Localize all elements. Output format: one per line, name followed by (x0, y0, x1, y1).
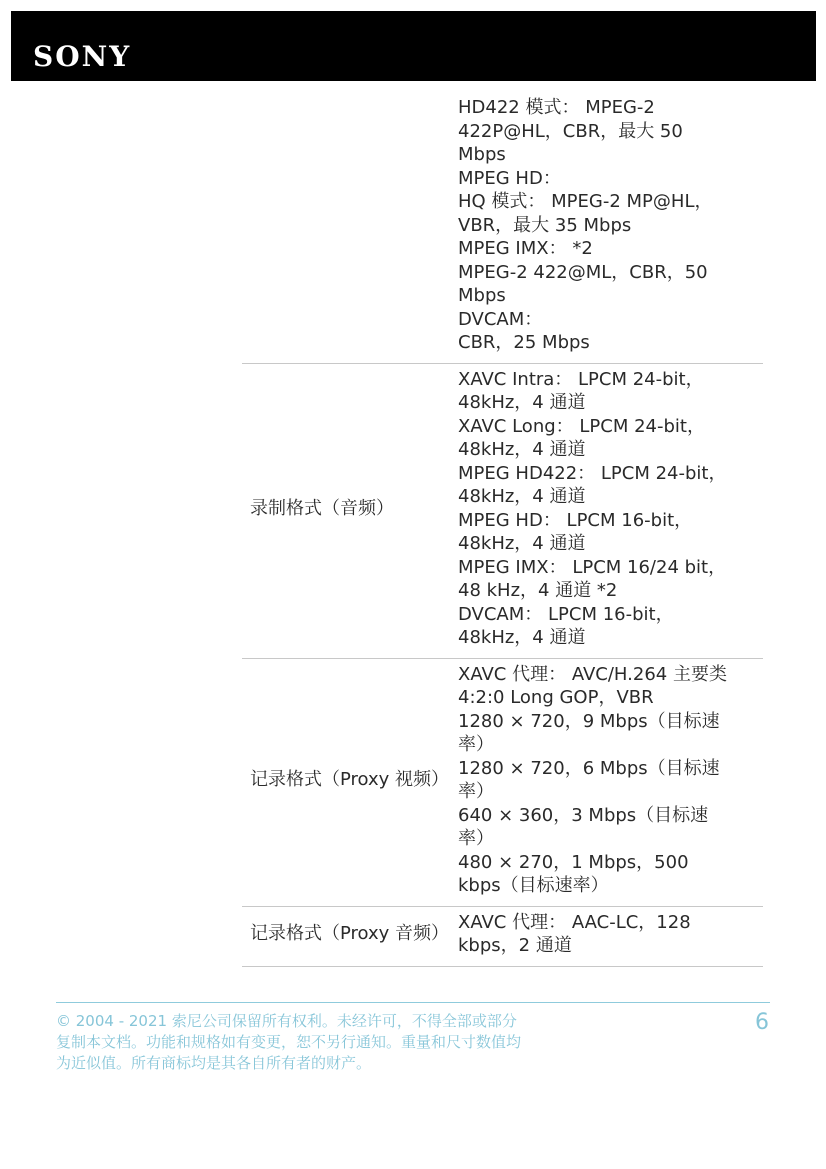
spec-label: 记录格式（Proxy 视频） (250, 769, 450, 791)
spec-value-line: 率） (458, 828, 494, 849)
footer-divider (56, 1002, 770, 1003)
copyright-line: 复制本文档。功能和规格如有变更，恕不另行通知。重量和尺寸数值均 (56, 1033, 522, 1051)
spec-value-line: 率） (458, 734, 494, 755)
spec-value-line: 48kHz，4 通道 (458, 627, 586, 648)
spec-label: 录制格式（音频） (250, 497, 394, 519)
spec-value-line: XAVC 代理： AVC/H.264 主要类 (458, 663, 727, 685)
spec-value-line: HD422 模式： MPEG-2 (458, 97, 655, 118)
copyright-notice (56, 1011, 586, 1074)
spec-value-line: Mbps (458, 285, 506, 306)
spec-value-line: MPEG IMX： *2 (458, 238, 593, 259)
spec-value-line: 422P@HL，CBR，最大 50 (458, 120, 683, 142)
spec-row-proxy-video-format (242, 659, 763, 907)
spec-value-line: 率） (458, 781, 494, 802)
spec-value-line: 48kHz，4 通道 (458, 486, 586, 507)
spec-value-line: 480 × 270，1 Mbps，500 (458, 851, 689, 873)
spec-value-line: XAVC 代理： AAC-LC，128 (458, 911, 691, 933)
spec-value-line: 1280 × 720，6 Mbps（目标速 (458, 757, 720, 779)
spec-value-line: DVCAM： (458, 308, 543, 330)
spec-value-line: kbps，2 通道 (458, 935, 572, 956)
brand-header (11, 11, 816, 81)
spec-value (458, 911, 763, 958)
spec-value-line: VBR，最大 35 Mbps (458, 214, 632, 236)
spec-value (458, 368, 763, 650)
sony-logo: SONY (33, 40, 132, 73)
spec-value-line: HQ 模式： MPEG-2 MP@HL， (458, 191, 713, 212)
spec-value (458, 96, 763, 355)
spec-value-line: Mbps (458, 144, 506, 165)
spec-value-line: kbps（目标速率） (458, 875, 609, 896)
spec-value-line: CBR，25 Mbps (458, 332, 590, 353)
spec-value-line: DVCAM： LPCM 16-bit， (458, 603, 674, 625)
spec-value-line: MPEG HD： LPCM 16-bit， (458, 509, 693, 531)
spec-value-line: 48kHz，4 通道 (458, 533, 586, 554)
spec-value-line: 4:2:0 Long GOP，VBR (458, 687, 654, 708)
page-number: 6 (755, 1010, 769, 1035)
spec-value-line: MPEG HD： (458, 167, 561, 189)
copyright-line: © 2004 - 2021 索尼公司保留所有权利。未经许可，不得全部或部分 (56, 1012, 517, 1030)
spec-row-audio-format (242, 364, 763, 659)
spec-value-line: MPEG HD422： LPCM 24-bit， (458, 462, 727, 484)
copyright-line: 为近似值。所有商标均是其各自所有者的财产。 (56, 1054, 372, 1072)
spec-value-line: 48kHz，4 通道 (458, 439, 586, 460)
spec-value-line: XAVC Intra： LPCM 24-bit， (458, 368, 704, 390)
spec-value (458, 663, 763, 898)
spec-table (242, 96, 763, 967)
spec-row-proxy-audio-format (242, 907, 763, 967)
spec-value-line: 48 kHz，4 通道 *2 (458, 580, 618, 601)
spec-label: 记录格式（Proxy 音频） (250, 923, 450, 945)
spec-value-line: MPEG-2 422@ML，CBR，50 (458, 261, 708, 283)
spec-value-line: 48kHz，4 通道 (458, 392, 586, 413)
spec-value-line: 1280 × 720，9 Mbps（目标速 (458, 710, 720, 732)
spec-value-line: XAVC Long： LPCM 24-bit， (458, 415, 705, 437)
spec-row-video-format-continued (242, 96, 763, 364)
spec-value-line: MPEG IMX： LPCM 16/24 bit， (458, 556, 727, 578)
spec-value-line: 640 × 360，3 Mbps（目标速 (458, 804, 709, 826)
